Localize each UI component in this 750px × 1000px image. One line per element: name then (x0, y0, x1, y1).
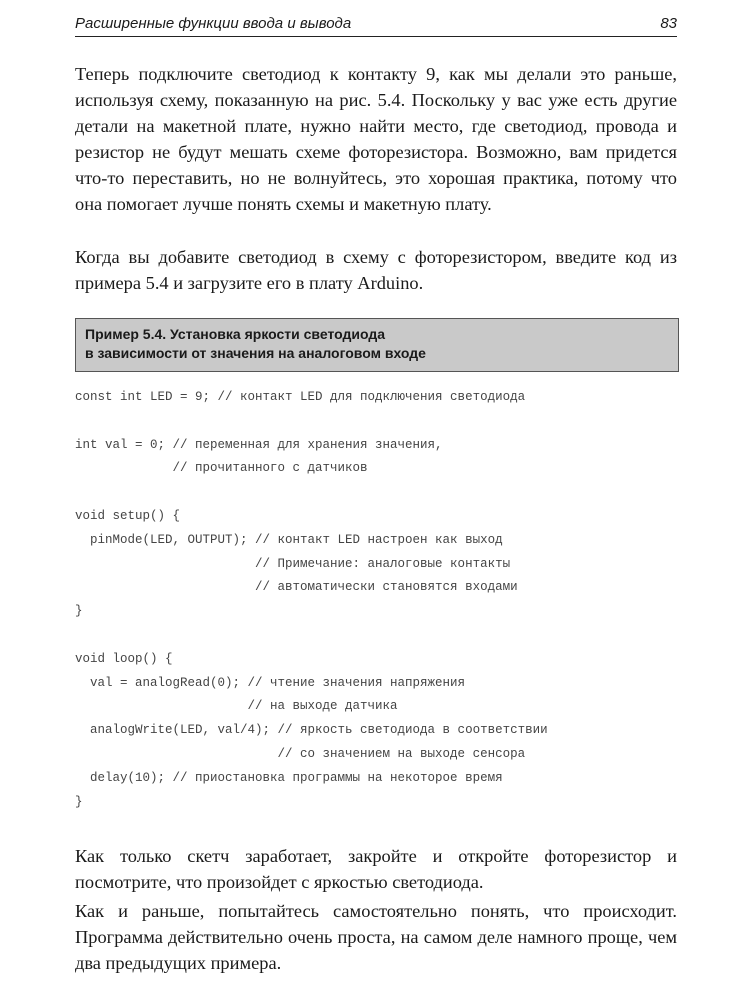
paragraph-explanation: Как и раньше, попытайтесь самостоятельно понять, что происходит. Программа действительно очень проста, на самом деле намного проще, чем два предыдущих примера. (75, 901, 677, 973)
listing-caption-line-1: Пример 5.4. Установка яркости светодиода (85, 326, 386, 342)
paragraph-upload-code: Когда вы добавите светодиод в схему с фоторезистором, введите код из примера 5.4 и загрузите его в плату Arduino. (75, 247, 677, 293)
code-line: int val = 0; // переменная для хранения значения, (75, 437, 443, 452)
code-line: const int LED = 9; // контакт LED для подключения светодиода (75, 390, 526, 404)
code-line: } (75, 604, 83, 619)
running-header (75, 12, 677, 37)
code-line (75, 481, 677, 505)
code-line: // прочитанного с датчиков (75, 461, 368, 476)
page-number: 83 (660, 15, 677, 32)
code-line: } (75, 794, 83, 809)
paragraph-observe-result: Как только скетч заработает, закройте и откройте фоторезистор и посмотрите, что произойдет с яркостью светодиода. (75, 846, 677, 892)
code-line: // Примечание: аналоговые контакты (75, 556, 511, 571)
code-line: // автоматически становятся входами (75, 580, 518, 595)
code-line: analogWrite(LED, val/4); // яркость светодиода в соответствии (75, 723, 548, 738)
code-line (75, 410, 677, 434)
code-line: void setup() { (75, 508, 181, 523)
chapter-title: Расширенные функции ввода и вывода (75, 15, 352, 32)
listing-caption (75, 318, 679, 372)
code-listing (75, 386, 677, 814)
code-line: void loop() { (75, 651, 173, 666)
code-line: // на выходе датчика (75, 699, 398, 714)
listing-caption-line-2: в зависимости от значения на аналоговом входе (85, 345, 426, 361)
code-line: pinMode(LED, OUTPUT); // контакт LED настроен как выход (75, 532, 503, 547)
code-line: val = analogRead(0); // чтение значения напряжения (75, 675, 466, 690)
paragraph-connect-led: Теперь подключите светодиод к контакту 9, как мы делали это раньше, используя схему, показанную на рис. 5.4. Поскольку у вас уже есть другие детали на макетной плате, нужно найти место, где светодиод, провода и резистор не будут мешать схеме фоторезистора. Возможно, вам придется что-то переставить, но не волнуйтесь, это хорошая практика, потому что она помогает лучше понять схемы и макетную плату. (75, 64, 677, 214)
code-line: delay(10); // приостановка программы на некоторое время (75, 770, 503, 785)
code-line: // со значением на выходе сенсора (75, 746, 526, 761)
code-line (75, 624, 677, 648)
